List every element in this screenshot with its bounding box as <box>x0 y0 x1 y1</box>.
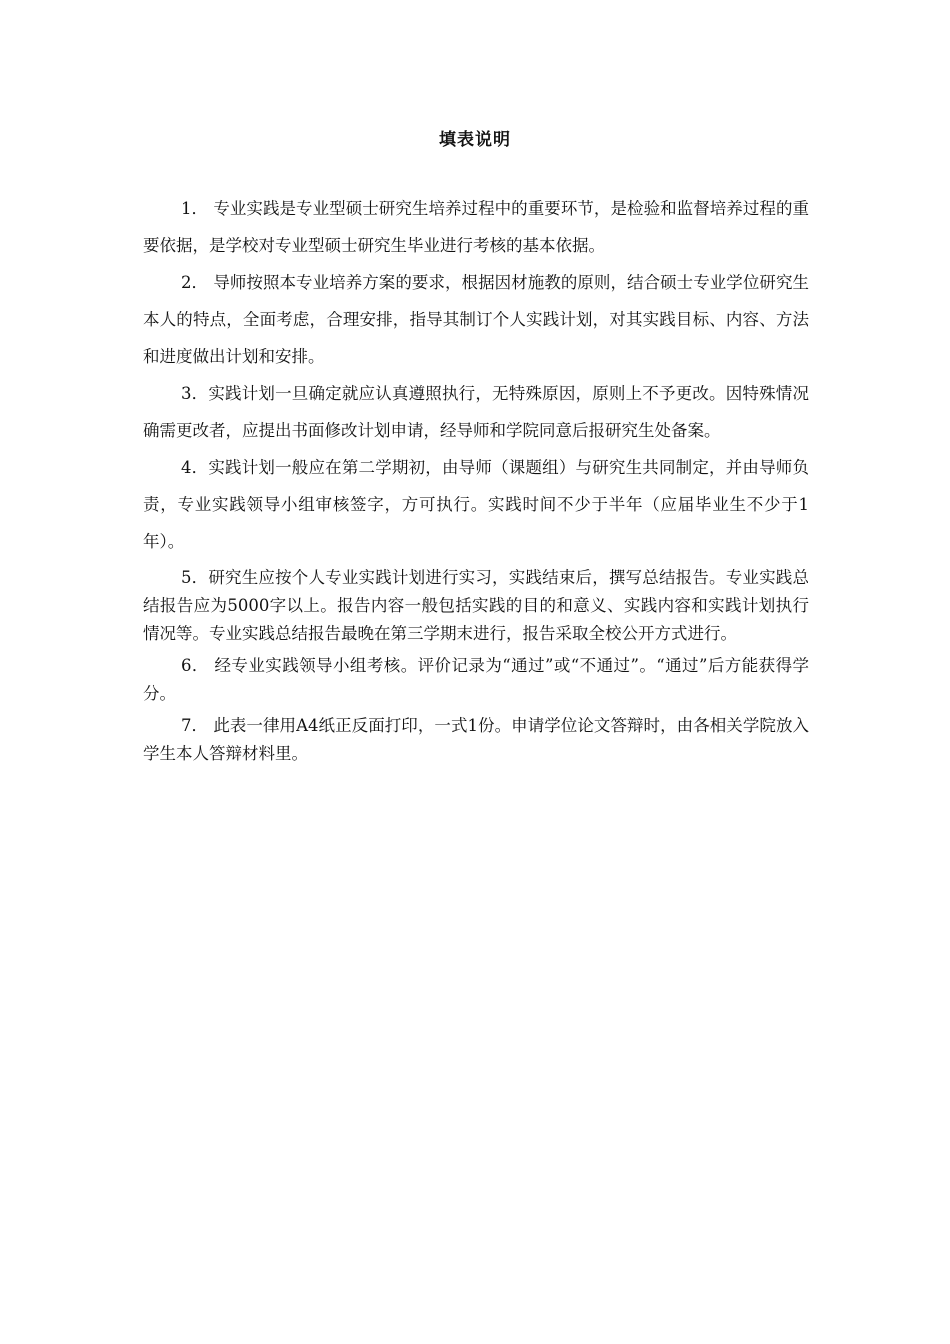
instructions-body <box>143 190 809 768</box>
instruction-item-7: 7． 此表一律用A4纸正反面打印，一式1份。申请学位论文答辩时，由各相关学院放入学生本人答辩材料里。 <box>143 716 809 763</box>
instruction-item-4: 4．实践计划一般应在第二学期初，由导师（课题组）与研究生共同制定，并由导师负责，专业实践领导小组审核签字，方可执行。实践时间不少于半年（应届毕业生不少于1年）。 <box>143 458 809 551</box>
instruction-item-5: 5．研究生应按个人专业实践计划进行实习，实践结束后，撰写总结报告。专业实践总结报告应为5000字以上。报告内容一般包括实践的目的和意义、实践内容和实践计划执行情况等。专业实践总结报告最晚在第三学期末进行，报告采取全校公开方式进行。 <box>143 568 809 643</box>
instruction-item-6: 6． 经专业实践领导小组考核。评价记录为“通过”或“不通过”。“通过”后方能获得学分。 <box>143 656 809 703</box>
instruction-item-3: 3．实践计划一旦确定就应认真遵照执行，无特殊原因，原则上不予更改。因特殊情况确需更改者，应提出书面修改计划申请，经导师和学院同意后报研究生处备案。 <box>143 384 809 440</box>
instruction-item-1: 1． 专业实践是专业型硕士研究生培养过程中的重要环节，是检验和监督培养过程的重要依据，是学校对专业型硕士研究生毕业进行考核的基本依据。 <box>143 199 809 255</box>
document-title: 填表说明 <box>439 130 511 150</box>
instruction-item-2: 2． 导师按照本专业培养方案的要求，根据因材施教的原则，结合硕士专业学位研究生本人的特点，全面考虑，合理安排，指导其制订个人实践计划，对其实践目标、内容、方法和进度做出计划和安排。 <box>143 273 809 366</box>
